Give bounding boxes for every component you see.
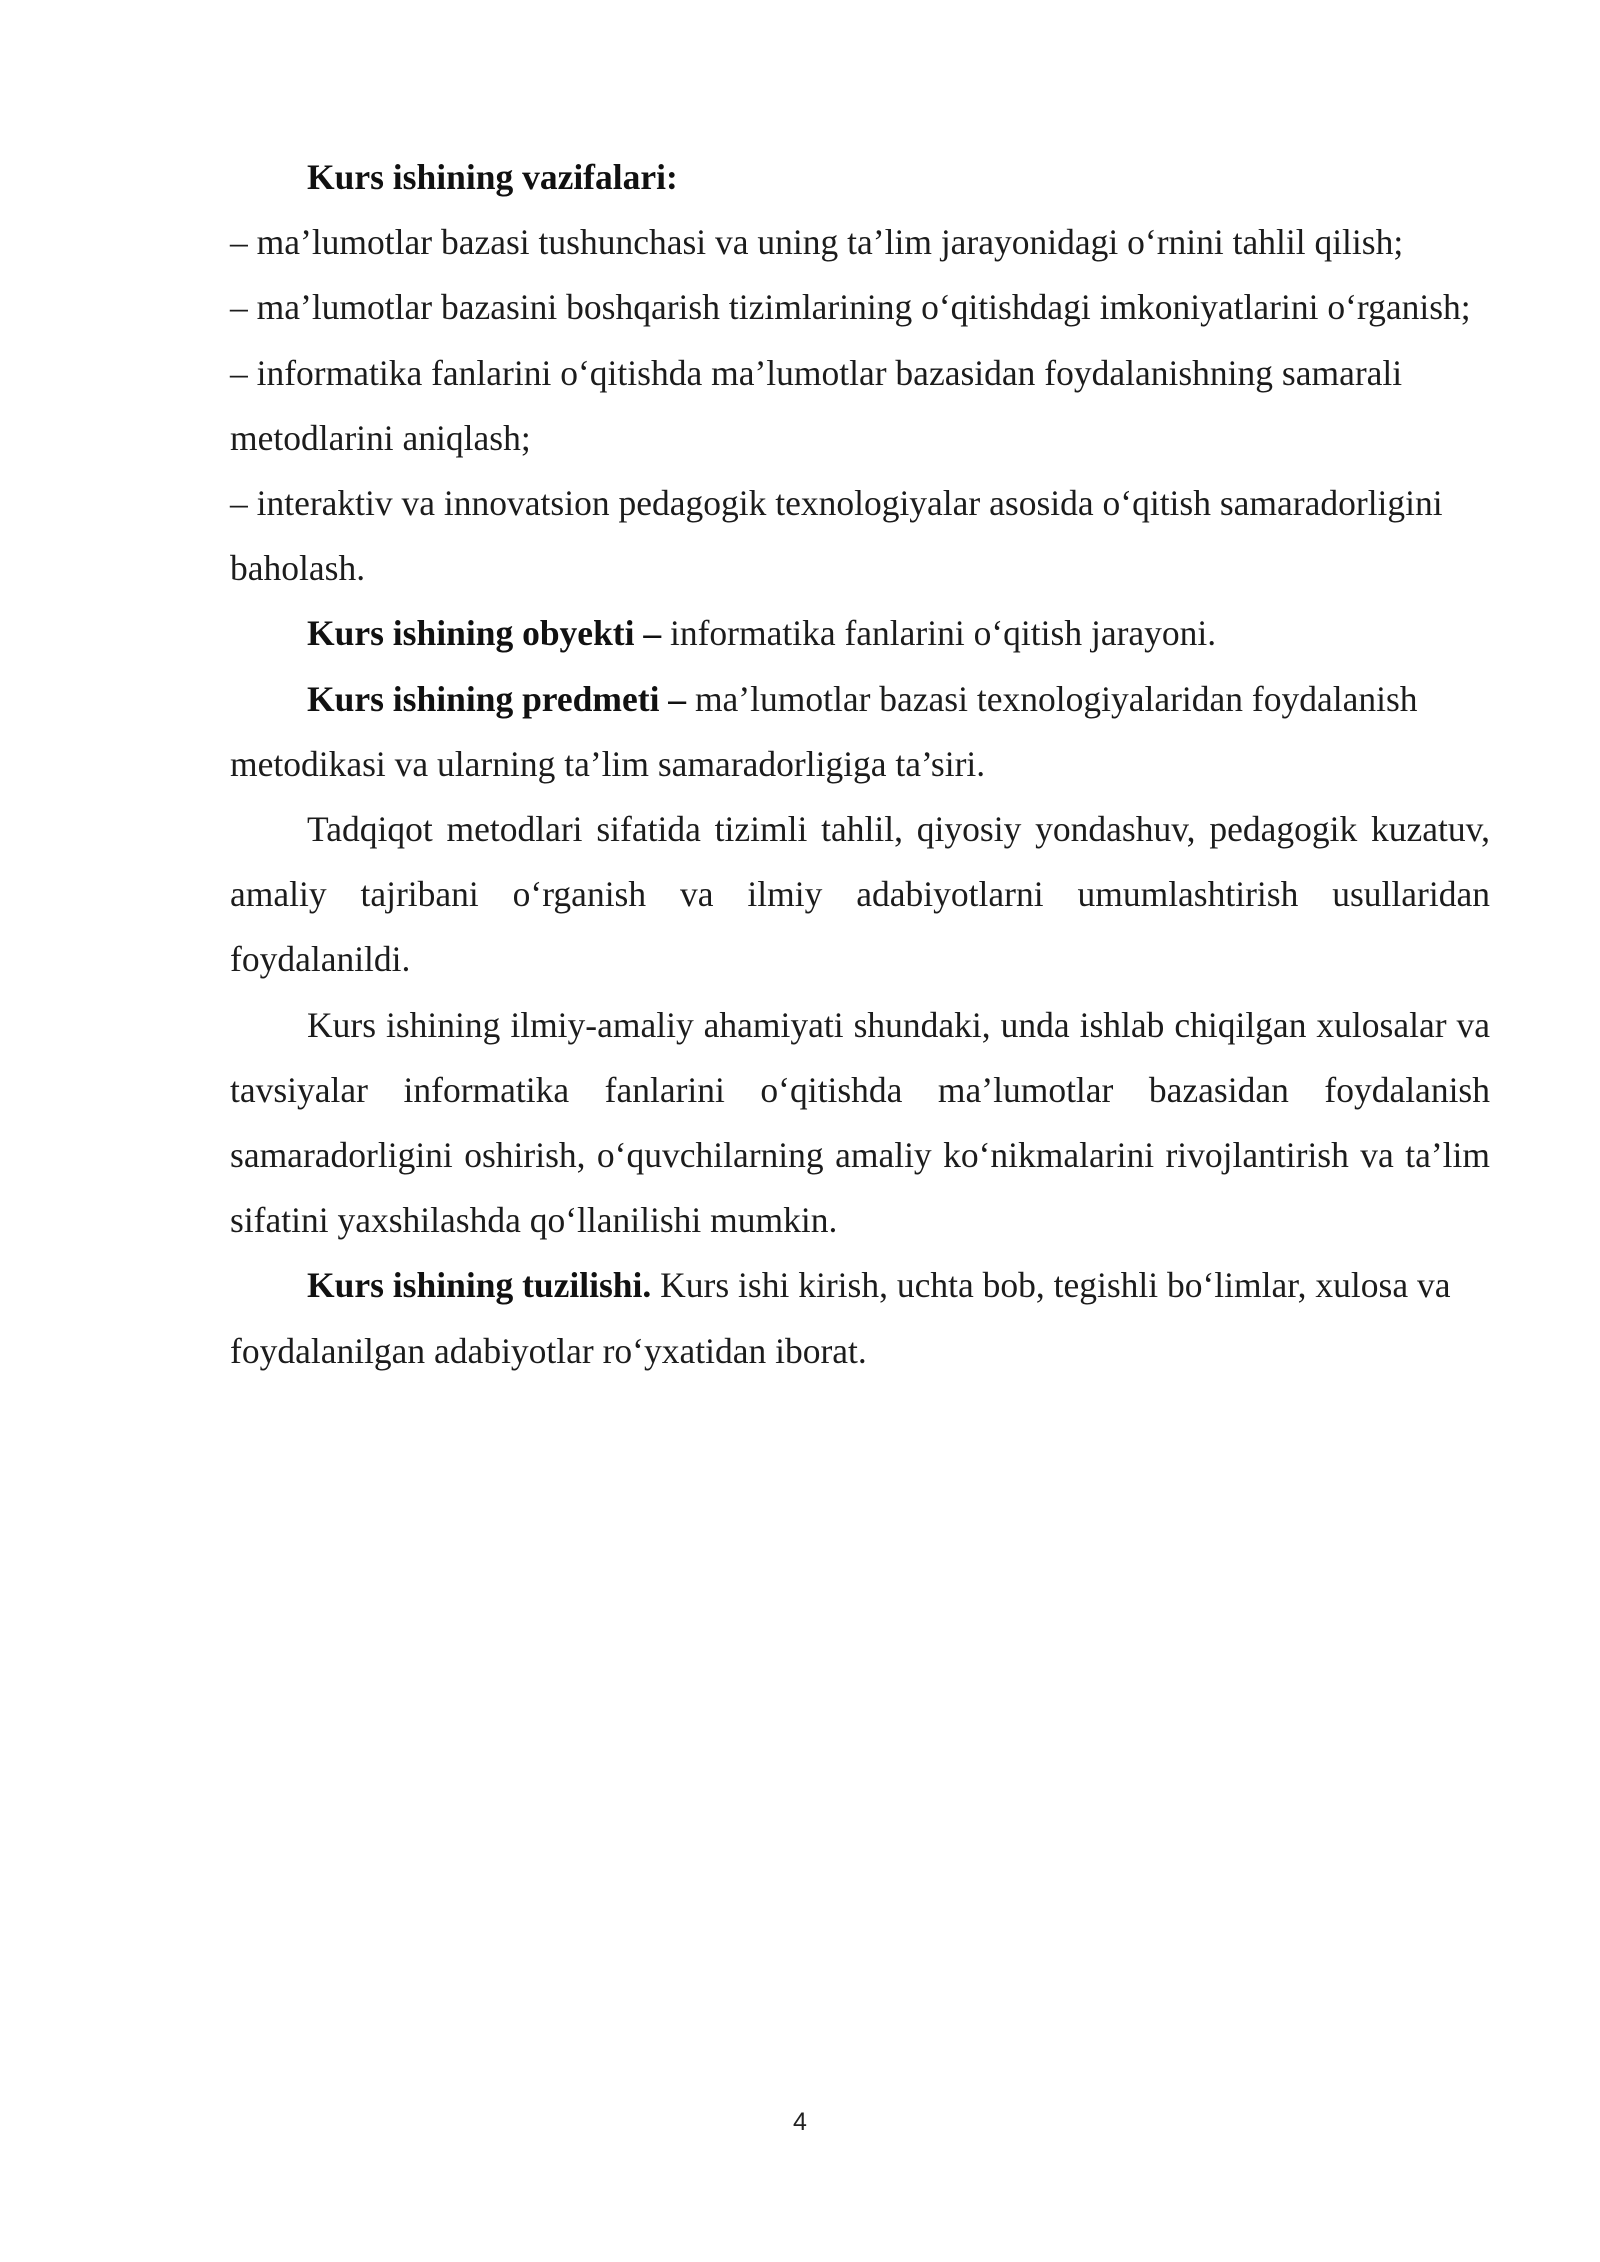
significance-paragraph: Kurs ishining ilmiy-amaliy ahamiyati shundaki, unda ishlab chiqilgan xulosalar va tavsiyalar informatika fanlarini o‘qitishda ma’lumotlar bazasidan foydalanish samaradorligini oshirish, o‘quvchilarning amaliy ko‘nikmalarini rivojlantirish va ta’lim sifatini yaxshilashda qo‘llanilishi mumkin. <box>230 1004 1490 1241</box>
subject-paragraph <box>230 667 1490 797</box>
task-item-1: – ma’lumotlar bazasi tushunchasi va uning ta’lim jarayonidagi o‘rnini tahlil qilish; <box>230 222 1404 263</box>
subject-label: Kurs ishining predmeti – <box>307 678 687 719</box>
tasks-heading-paragraph <box>230 145 1490 210</box>
structure-paragraph <box>230 1253 1490 1383</box>
task-item-3: – informatika fanlarini o‘qitishda ma’lumotlar bazasidan foydalanishning samarali metodlarini aniqlash; <box>230 352 1403 458</box>
methods-paragraph: Tadqiqot metodlari sifatida tizimli tahlil, qiyosiy yondashuv, pedagogik kuzatuv, amaliy tajribani o‘rganish va ilmiy adabiyotlarni umumlashtirish usullaridan foydalanildi. <box>230 809 1490 980</box>
structure-text: Kurs ishi kirish, uchta bob, tegishli bo‘limlar, xulosa va foydalanilgan adabiyotlar ro‘yxatidan iborat. <box>230 1265 1451 1371</box>
object-text: informatika fanlarini o‘qitish jarayoni. <box>661 613 1217 654</box>
structure-label: Kurs ishining tuzilishi. <box>307 1265 652 1306</box>
task-item-2: – ma’lumotlar bazasini boshqarish tizimlarining o‘qitishdagi imkoniyatlarini o‘rganish; <box>230 287 1471 328</box>
tasks-heading: Kurs ishining vazifalari: <box>307 157 678 197</box>
page-number: 4 <box>793 2108 807 2136</box>
object-paragraph <box>230 601 1490 666</box>
page-body <box>230 145 1490 1384</box>
object-label: Kurs ishining obyekti – <box>307 613 662 654</box>
task-item-4: – interaktiv va innovatsion pedagogik texnologiyalar asosida o‘qitish samaradorligini baholash. <box>230 483 1443 589</box>
subject-text: ma’lumotlar bazasi texnologiyalaridan foydalanish metodikasi va ularning ta’lim samaradorligiga ta’siri. <box>230 678 1418 784</box>
